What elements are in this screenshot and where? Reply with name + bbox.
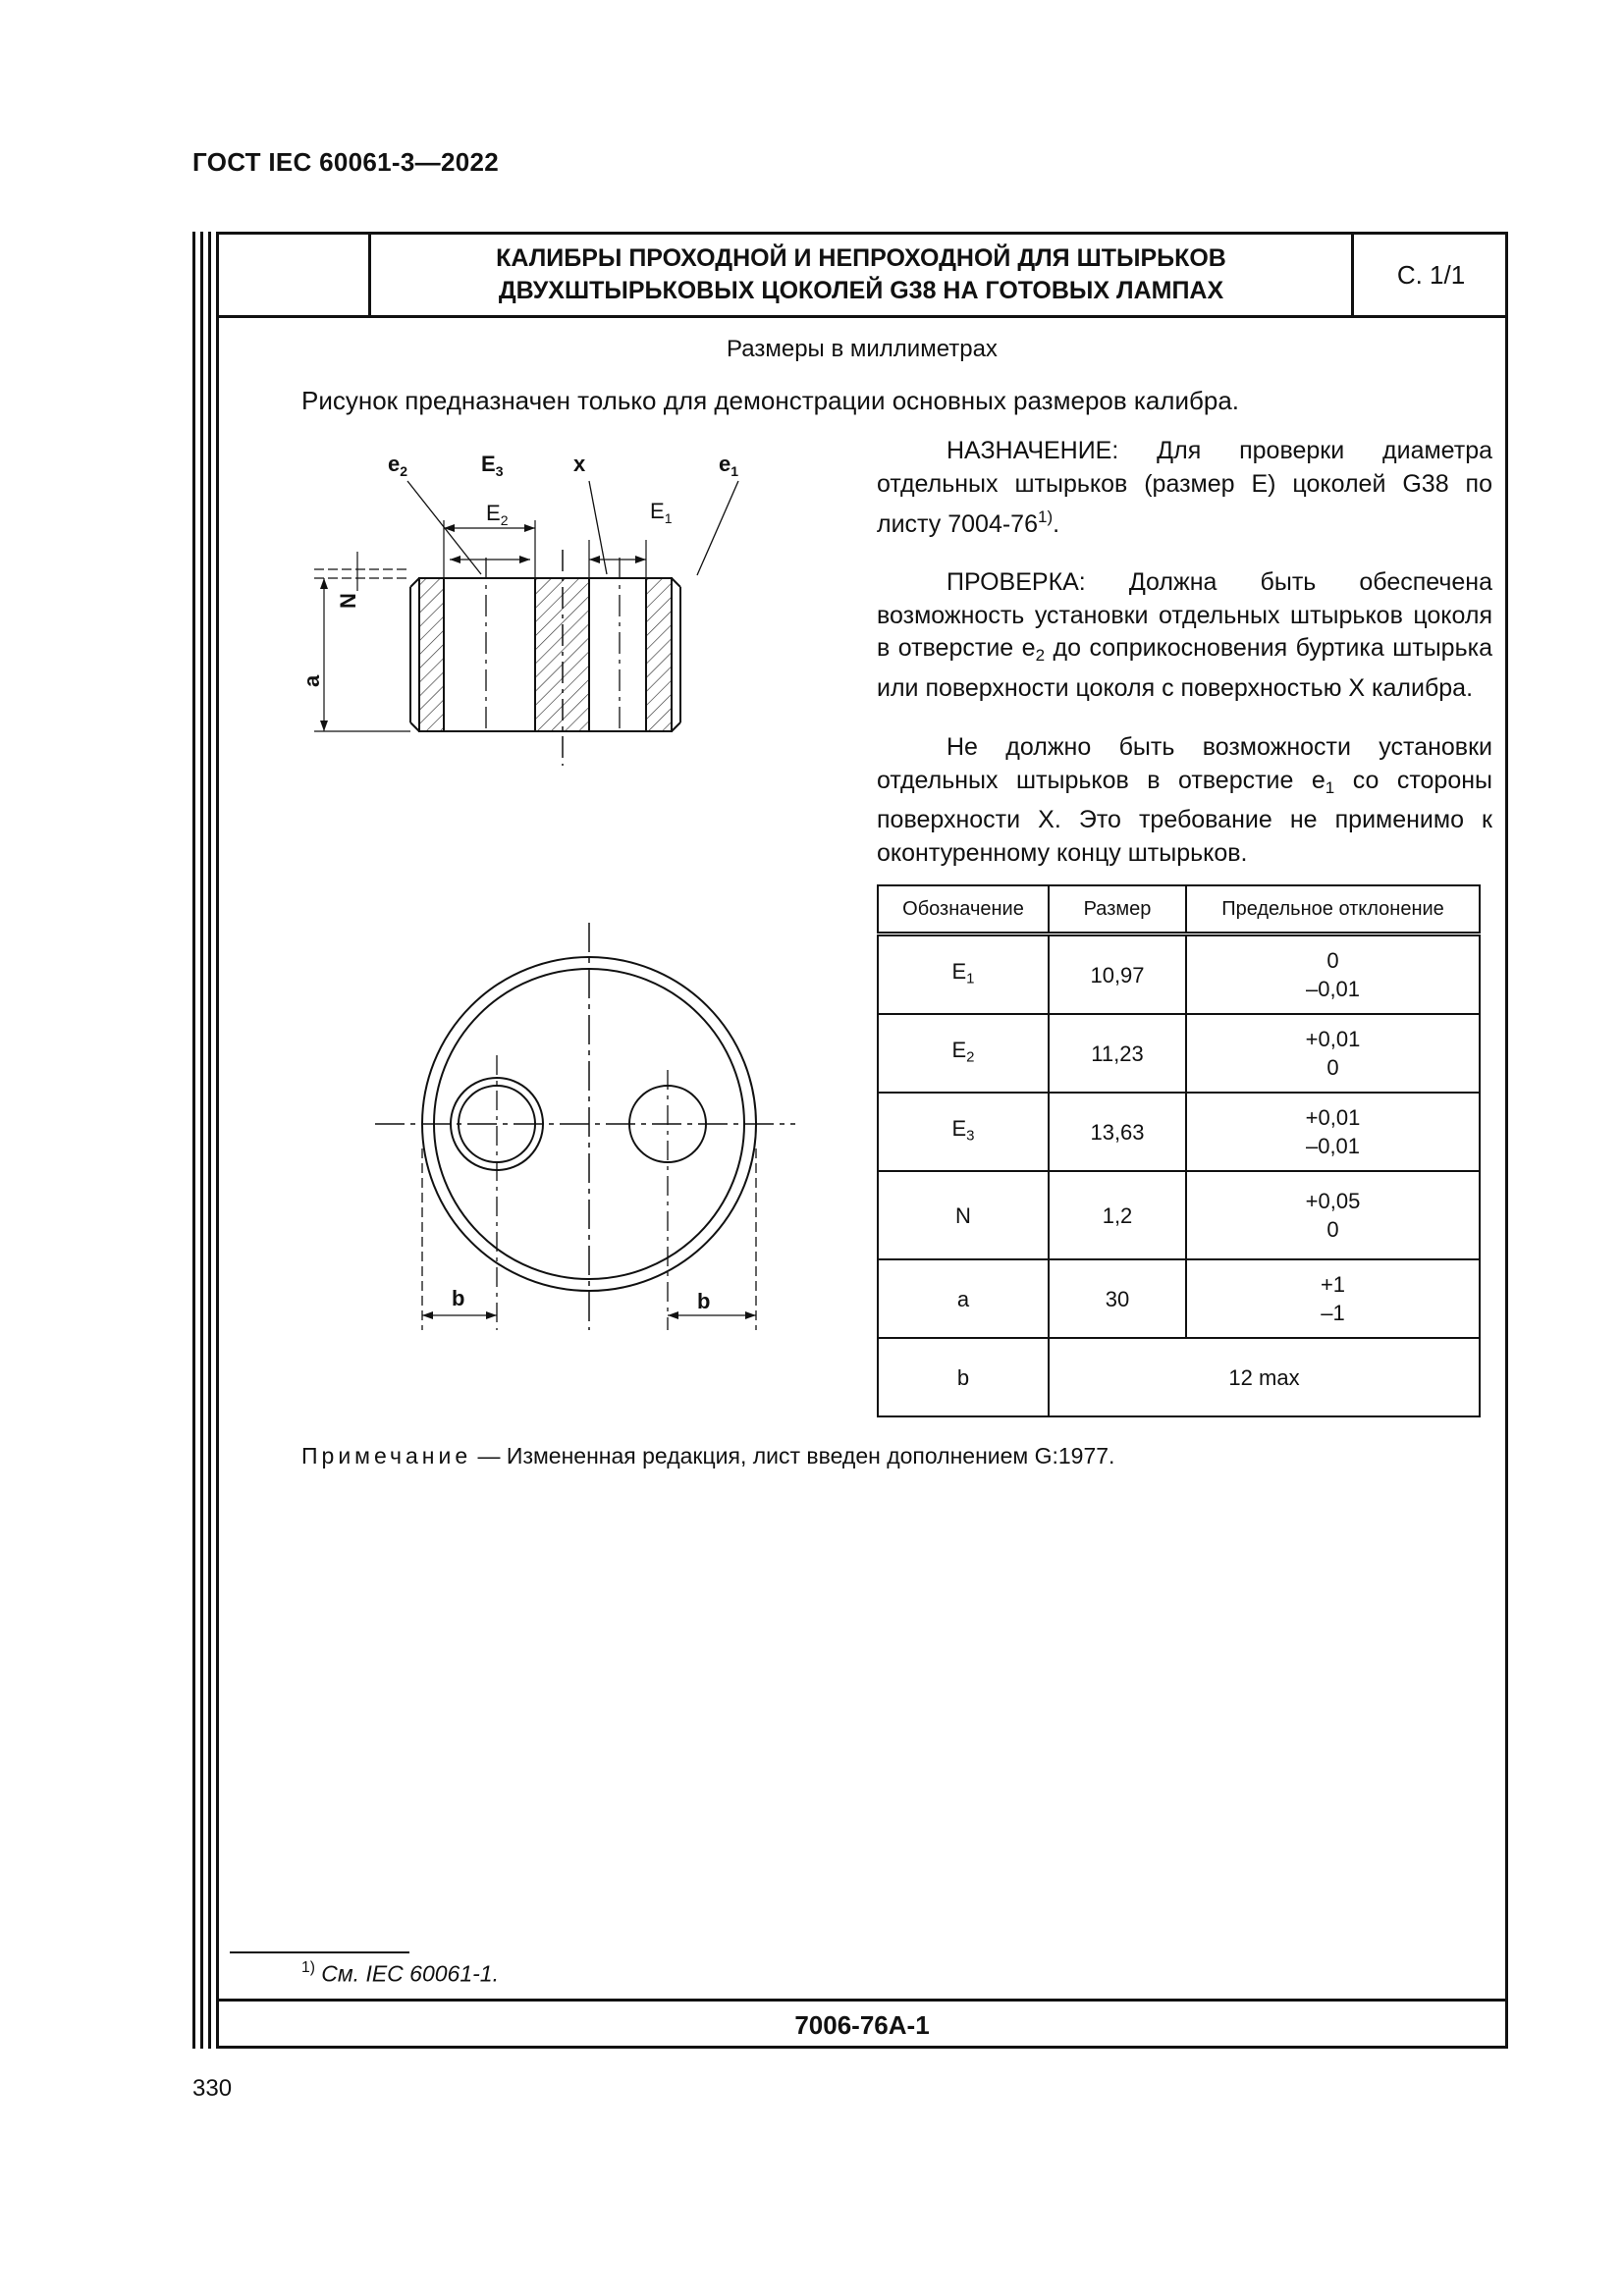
note-label: Примечание — [301, 1443, 472, 1468]
cell-size: 1,2 — [1049, 1171, 1186, 1259]
label-a: a — [299, 674, 324, 687]
table-header-row — [878, 885, 1480, 934]
cell-tolerance: +1 –1 — [1186, 1259, 1480, 1338]
dimensions-table — [877, 884, 1481, 1417]
note — [301, 1443, 1114, 1469]
cell-symbol: b — [878, 1338, 1049, 1416]
check-text-1a: ПРОВЕРКА: Должна быть обеспечена возможность установки отдельных штырьков цоколя в отверстие e — [877, 568, 1492, 662]
check-sub-1: 2 — [1035, 646, 1046, 666]
purpose-end: . — [1053, 510, 1060, 539]
table-row — [878, 1014, 1480, 1093]
check-paragraph-2 — [877, 731, 1492, 870]
table-row — [878, 934, 1480, 1015]
header-designation: Обозначение — [878, 885, 1049, 934]
label-E1: $E_1$ — [650, 499, 673, 526]
cell-symbol: $E_2$ — [878, 1014, 1049, 1093]
label-E3: $E_3$ — [481, 452, 504, 479]
standard-header: ГОСТ IEC 60061-3—2022 — [192, 147, 499, 177]
label-e2: $e_2$ — [388, 452, 408, 479]
check-text-1b: до соприкосновения буртика штырька или поверхности цоколя с поверхностью X калибра. — [877, 634, 1492, 702]
margin-rule-2 — [200, 232, 203, 2049]
purpose-text: НАЗНАЧЕНИЕ: Для проверки диаметра отдельных штырьков (размер E) цоколей G38 по листу 7004-76 — [877, 437, 1492, 539]
check-text-2a: Не должно быть возможности установки отдельных штырьков в отверстие e — [877, 733, 1492, 794]
cell-tolerance: 0 –0,01 — [1186, 934, 1480, 1015]
cell-size: 10,97 — [1049, 934, 1186, 1015]
label-N: N — [336, 593, 360, 609]
table-row — [878, 1171, 1480, 1259]
cell-tolerance: +0,01 –0,01 — [1186, 1093, 1480, 1171]
cell-tolerance: +0,01 0 — [1186, 1014, 1480, 1093]
sheet-title — [371, 232, 1351, 318]
page-number: 330 — [192, 2075, 233, 2102]
header-size: Размер — [1049, 885, 1186, 934]
margin-rule-3 — [208, 232, 211, 2049]
cell-symbol: $E_1$ — [878, 934, 1049, 1015]
cell-merged-size: 12 max — [1049, 1338, 1480, 1416]
cell-symbol: a — [878, 1259, 1049, 1338]
cell-tolerance: +0,05 0 — [1186, 1171, 1480, 1259]
footnote — [301, 1959, 499, 1987]
table-row — [878, 1093, 1480, 1171]
label-x: x — [573, 452, 586, 476]
check-sub-2: 1 — [1325, 777, 1335, 797]
sheet-title-line-1: КАЛИБРЫ ПРОХОДНОЙ И НЕПРОХОДНОЙ ДЛЯ ШТЫРЬКОВ — [496, 244, 1226, 272]
table-row — [878, 1259, 1480, 1338]
units-caption: Размеры в миллиметрах — [727, 336, 998, 362]
purpose-paragraph — [877, 435, 1492, 542]
footnote-text: См. IEC 60061-1. — [314, 1960, 499, 1987]
label-E2: $E_2$ — [486, 501, 509, 528]
purpose-footnote-mark: 1) — [1037, 507, 1054, 526]
cell-symbol: N — [878, 1171, 1049, 1259]
cell-size: 30 — [1049, 1259, 1186, 1338]
sheet-title-line-2: ДВУХШТЫРЬКОВЫХ ЦОКОЛЕЙ G38 НА ГОТОВЫХ ЛАМПАХ — [498, 277, 1224, 304]
label-b-left: b — [452, 1286, 465, 1310]
section-view — [314, 481, 738, 766]
title-blank-cell — [216, 232, 371, 318]
plan-view — [375, 923, 795, 1330]
cell-symbol: $E_3$ — [878, 1093, 1049, 1171]
figure-note: Рисунок предназначен только для демонстрации основных размеров калибра. — [301, 386, 1240, 415]
footnote-rule — [230, 1951, 409, 1953]
sheet-page-ref: С. 1/1 — [1351, 232, 1508, 318]
check-paragraph-1 — [877, 566, 1492, 705]
sheet-number: 7006-76A-1 — [216, 1999, 1508, 2049]
label-b-right: b — [697, 1289, 711, 1313]
gauge-drawing — [285, 442, 815, 1345]
cell-size: 11,23 — [1049, 1014, 1186, 1093]
note-text: — Измененная редакция, лист введен дополнением G:1977. — [471, 1443, 1115, 1468]
check-text-2b: со стороны поверхности X. Это требование не применимо к оконтуренному концу штырьков. — [877, 766, 1493, 867]
footnote-mark: 1) — [301, 1959, 315, 1976]
table-row — [878, 1338, 1480, 1416]
header-tolerance: Предельное отклонение — [1186, 885, 1480, 934]
margin-rule-1 — [192, 232, 195, 2049]
cell-size: 13,63 — [1049, 1093, 1186, 1171]
label-e1: $e_1$ — [719, 452, 739, 479]
